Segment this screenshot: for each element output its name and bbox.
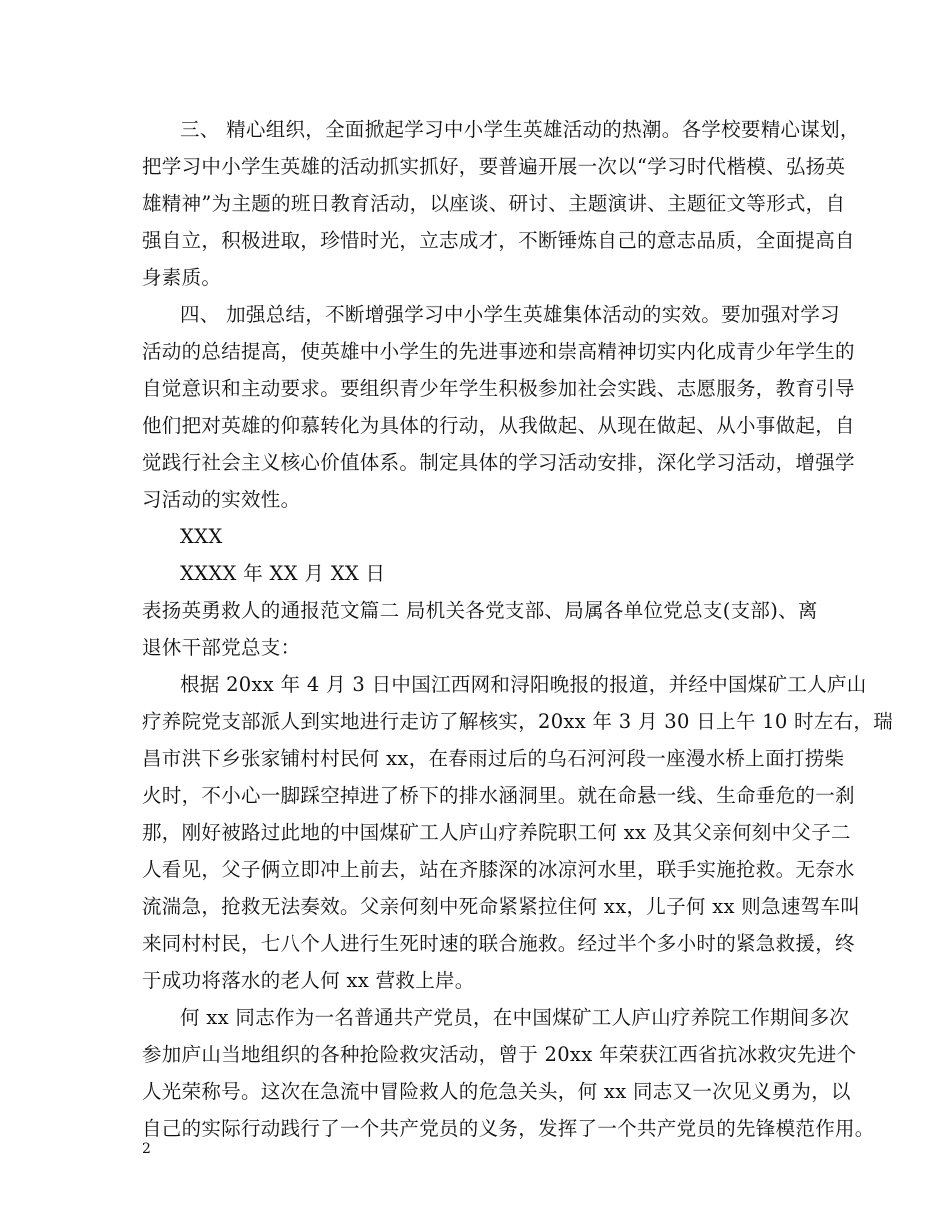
text-line: 疗养院党支部派人到实地进行走访了解核实，20xx 年 3 月 30 日上午 10 时左右，瑞 (142, 710, 894, 733)
signature-name: XXX (180, 525, 223, 548)
text-line: 强自立，积极进取，珍惜时光，立志成才，不断锤炼自己的意志品质，全面提高自 (142, 229, 855, 252)
text-line: 根据 20xx 年 4 月 3 日中国江西网和浔阳晚报的报道，并经中国煤矿工人庐山 (180, 673, 867, 696)
text-line: 身素质。 (142, 266, 222, 289)
text-line: 表扬英勇救人的通报范文篇二 局机关各党支部、局属各单位党总支(支部)、离 (142, 599, 818, 622)
text-line: 退休干部党总支： (142, 636, 301, 659)
text-line: 雄精神”为主题的班日教育活动，以座谈、研讨、主题演讲、主题征文等形式，自 (142, 192, 846, 215)
text-line: 觉践行社会主义核心价值体系。制定具体的学习活动安排，深化学习活动，增强学 (142, 451, 855, 474)
text-line: 火时，不小心一脚踩空掉进了桥下的排水涵洞里。就在命悬一线、生命垂危的一刹 (142, 784, 855, 807)
text-line: 自己的实际行动践行了一个共产党员的义务，发挥了一个共产党员的先锋模范作用。 (142, 1117, 875, 1140)
text-line: 习活动的实效性。 (142, 488, 301, 511)
text-line: 那，刚好被路过此地的中国煤矿工人庐山疗养院职工何 xx 及其父亲何刻中父子二 (142, 821, 851, 844)
text-line: 参加庐山当地组织的各种抢险救灾活动，曾于 20xx 年荣获江西省抗冰救灾先进个 (142, 1043, 857, 1066)
text-line: 流湍急，抢救无法奏效。父亲何刻中死命紧紧拉住何 xx，儿子何 xx 则急速驾车叫 (142, 895, 861, 918)
text-line: 何 xx 同志作为一名普通共产党员，在中国煤矿工人庐山疗养院工作期间多次 (180, 1006, 850, 1029)
text-line: 人看见，父子俩立即冲上前去，站在齐膝深的冰凉河水里，联手实施抢救。无奈水 (142, 858, 855, 881)
page-number: 2 (142, 1141, 151, 1157)
text-line: 人光荣称号。这次在急流中冒险救人的危急关头，何 xx 同志又一次见义勇为，以 (142, 1080, 851, 1103)
text-line: 三、 精心组织，全面掀起学习中小学生英雄活动的热潮。各学校要精心谋划， (180, 118, 860, 141)
text-line: 活动的总结提高，使英雄中小学生的先进事迹和崇高精神切实内化成青少年学生的 (142, 340, 855, 363)
text-line: 于成功将落水的老人何 xx 营救上岸。 (142, 969, 475, 992)
text-line: 把学习中小学生英雄的活动抓实抓好，要普遍开展一次以“学习时代楷模、弘扬英 (142, 155, 846, 178)
text-line: 昌市洪下乡张家铺村村民何 xx，在春雨过后的乌石河河段一座漫水桥上面打捞柴 (142, 747, 845, 770)
text-line: 自觉意识和主动要求。要组织青少年学生积极参加社会实践、志愿服务，教育引导 (142, 377, 855, 400)
text-line: 四、 加强总结，不断增强学习中小学生英雄集体活动的实效。要加强对学习 (180, 303, 840, 326)
signature-date: XXXX 年 XX 月 XX 日 (180, 562, 386, 585)
text-line: 他们把对英雄的仰慕转化为具体的行动，从我做起、从现在做起、从小事做起，自 (142, 414, 855, 437)
text-line: 来同村村民，七八个人进行生死时速的联合施救。经过半个多小时的紧急救援，终 (142, 932, 855, 955)
